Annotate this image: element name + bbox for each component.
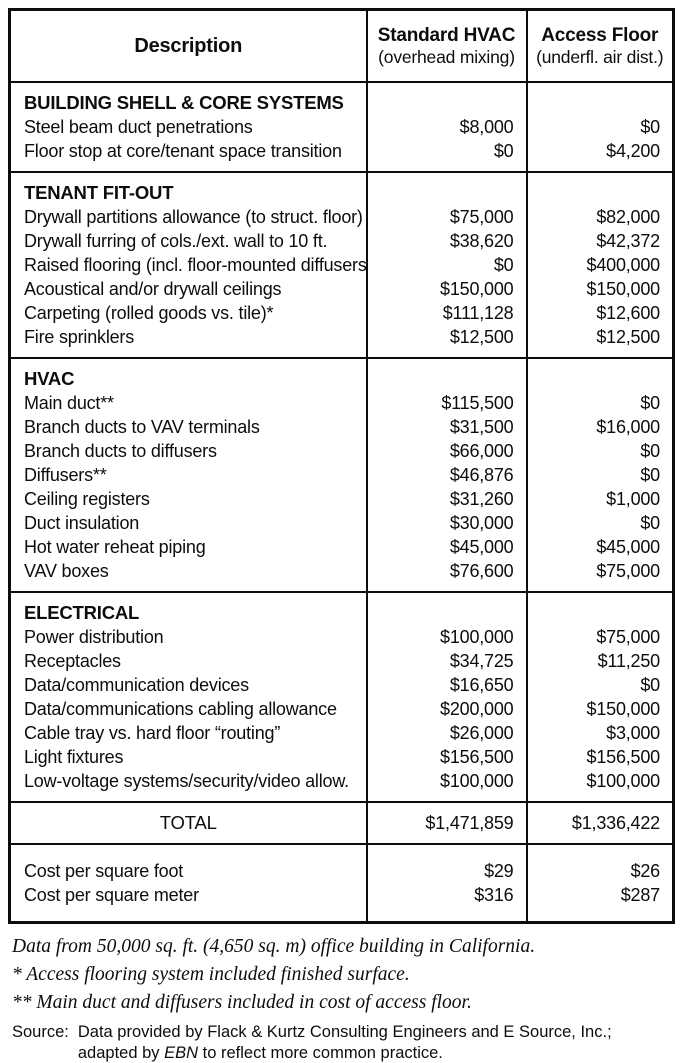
source-label: Source: xyxy=(12,1023,69,1041)
column-header-standard-hvac xyxy=(367,10,527,83)
ebn-publication-name: EBN xyxy=(164,1044,199,1062)
table-row xyxy=(10,559,674,592)
access-floor-value: $42,372 xyxy=(527,229,674,253)
cost-comparison-table xyxy=(8,8,675,924)
section-heading: TENANT FIT-OUT xyxy=(24,182,174,203)
empty-cell xyxy=(527,358,674,391)
access-floor-value: $150,000 xyxy=(527,697,674,721)
row-label: Duct insulation xyxy=(24,513,140,533)
standard-hvac-value: $75,000 xyxy=(367,205,527,229)
table-row xyxy=(10,844,674,883)
access-floor-value: $26 xyxy=(527,844,674,883)
table-row xyxy=(10,487,674,511)
table-row xyxy=(10,721,674,745)
empty-cell xyxy=(367,172,527,205)
row-label: Raised flooring (incl. floor-mounted diffusers xyxy=(24,255,367,275)
section-heading: HVAC xyxy=(24,368,75,389)
row-label: Branch ducts to VAV terminals xyxy=(24,417,260,437)
access-floor-value: $0 xyxy=(527,115,674,139)
column-header-access-floor xyxy=(527,10,674,83)
table-row xyxy=(10,253,674,277)
access-floor-value: $0 xyxy=(527,439,674,463)
section-hvac xyxy=(10,358,674,592)
section-heading-row xyxy=(10,592,674,625)
row-label: Branch ducts to diffusers xyxy=(24,441,217,461)
table-row xyxy=(10,535,674,559)
access-floor-value: $4,200 xyxy=(527,139,674,172)
access-floor-value: $0 xyxy=(527,463,674,487)
access-floor-value: $16,000 xyxy=(527,415,674,439)
row-label: Carpeting (rolled goods vs. tile)* xyxy=(24,303,274,323)
standard-hvac-value: $115,500 xyxy=(367,391,527,415)
table-row xyxy=(10,391,674,415)
total-access-floor-value: $1,336,422 xyxy=(527,802,674,844)
row-label: Ceiling registers xyxy=(24,489,150,509)
access-floor-value: $82,000 xyxy=(527,205,674,229)
standard-hvac-value: $16,650 xyxy=(367,673,527,697)
access-floor-value: $45,000 xyxy=(527,535,674,559)
row-label: VAV boxes xyxy=(24,561,109,581)
empty-cell xyxy=(367,82,527,115)
table-row xyxy=(10,229,674,253)
table-row xyxy=(10,115,674,139)
section-heading: BUILDING SHELL & CORE SYSTEMS xyxy=(24,92,344,113)
access-floor-value: $75,000 xyxy=(527,625,674,649)
standard-hvac-value: $46,876 xyxy=(367,463,527,487)
table-row xyxy=(10,625,674,649)
section-tenant-fit-out xyxy=(10,172,674,358)
standard-hvac-value: $76,600 xyxy=(367,559,527,592)
total-row xyxy=(10,802,674,844)
empty-cell xyxy=(367,592,527,625)
section-heading: ELECTRICAL xyxy=(24,602,140,623)
standard-hvac-value: $150,000 xyxy=(367,277,527,301)
row-label: Low-voltage systems/security/video allow. xyxy=(24,771,349,791)
total-standard-hvac-value: $1,471,859 xyxy=(367,802,527,844)
table-row xyxy=(10,745,674,769)
row-label: Steel beam duct penetrations xyxy=(24,117,253,137)
access-floor-value: $0 xyxy=(527,673,674,697)
standard-hvac-title: Standard HVAC xyxy=(377,25,516,46)
standard-hvac-value: $200,000 xyxy=(367,697,527,721)
table-row xyxy=(10,415,674,439)
row-label: Hot water reheat piping xyxy=(24,537,206,557)
per-unit-cost-band xyxy=(10,844,674,923)
standard-hvac-value: $26,000 xyxy=(367,721,527,745)
empty-cell xyxy=(527,592,674,625)
table-row xyxy=(10,139,674,172)
row-label: Cost per square meter xyxy=(24,885,199,905)
standard-hvac-value: $30,000 xyxy=(367,511,527,535)
row-label: Light fixtures xyxy=(24,747,124,767)
standard-hvac-subtitle: (overhead mixing) xyxy=(378,47,515,67)
empty-cell xyxy=(367,358,527,391)
section-heading-row xyxy=(10,82,674,115)
standard-hvac-value: $38,620 xyxy=(367,229,527,253)
access-floor-value: $1,000 xyxy=(527,487,674,511)
access-floor-value: $12,600 xyxy=(527,301,674,325)
row-label: Acoustical and/or drywall ceilings xyxy=(24,279,282,299)
standard-hvac-value: $100,000 xyxy=(367,625,527,649)
source-note xyxy=(12,1022,670,1063)
section-heading-row xyxy=(10,172,674,205)
standard-hvac-value: $111,128 xyxy=(367,301,527,325)
empty-cell xyxy=(527,82,674,115)
table-row xyxy=(10,463,674,487)
standard-hvac-value: $45,000 xyxy=(367,535,527,559)
standard-hvac-value: $0 xyxy=(367,139,527,172)
row-label: Main duct** xyxy=(24,393,114,413)
table-row xyxy=(10,697,674,721)
standard-hvac-value: $8,000 xyxy=(367,115,527,139)
table-row xyxy=(10,511,674,535)
access-floor-value: $156,500 xyxy=(527,745,674,769)
access-floor-value: $12,500 xyxy=(527,325,674,358)
row-label: Drywall furring of cols./ext. wall to 10 ft. xyxy=(24,231,328,251)
standard-hvac-value: $0 xyxy=(367,253,527,277)
standard-hvac-value: $316 xyxy=(367,883,527,923)
table-row xyxy=(10,673,674,697)
access-floor-value: $150,000 xyxy=(527,277,674,301)
source-text xyxy=(78,1022,612,1063)
standard-hvac-value: $29 xyxy=(367,844,527,883)
table-row xyxy=(10,649,674,673)
standard-hvac-value: $66,000 xyxy=(367,439,527,463)
standard-hvac-value: $100,000 xyxy=(367,769,527,802)
table-row xyxy=(10,883,674,923)
table-row xyxy=(10,439,674,463)
row-label: Fire sprinklers xyxy=(24,327,135,347)
access-floor-value: $100,000 xyxy=(527,769,674,802)
header-row xyxy=(10,10,674,83)
access-floor-value: $3,000 xyxy=(527,721,674,745)
source-line-2: adapted by EBN to reflect more common practice. xyxy=(77,1044,443,1062)
access-floor-value: $11,250 xyxy=(527,649,674,673)
section-electrical xyxy=(10,592,674,802)
standard-hvac-value: $31,260 xyxy=(367,487,527,511)
row-label: Power distribution xyxy=(24,627,164,647)
column-header-description: Description xyxy=(10,10,367,83)
table-header xyxy=(10,10,674,83)
standard-hvac-value: $12,500 xyxy=(367,325,527,358)
row-label: Receptacles xyxy=(24,651,121,671)
section-heading-row xyxy=(10,358,674,391)
access-floor-value: $400,000 xyxy=(527,253,674,277)
access-floor-title: Access Floor xyxy=(541,25,659,46)
standard-hvac-value: $31,500 xyxy=(367,415,527,439)
row-label: Drywall partitions allowance (to struct. floor) xyxy=(24,207,363,227)
footnote-double-asterisk: ** Main duct and diffusers included in cost of access floor. xyxy=(12,992,472,1013)
empty-cell xyxy=(527,172,674,205)
table-row xyxy=(10,769,674,802)
footnote-single-asterisk: * Access flooring system included finished surface. xyxy=(12,964,410,985)
access-floor-subtitle: (underfl. air dist.) xyxy=(536,47,664,67)
row-label: Cost per square foot xyxy=(24,861,184,881)
row-label: Data/communication devices xyxy=(24,675,249,695)
access-floor-value: $0 xyxy=(527,511,674,535)
table-row xyxy=(10,325,674,358)
footnote-data-source: Data from 50,000 sq. ft. (4,650 sq. m) office building in California. xyxy=(12,936,536,957)
row-label: Data/communications cabling allowance xyxy=(24,699,337,719)
table-row xyxy=(10,277,674,301)
section-building-shell-core-systems xyxy=(10,82,674,172)
row-label: Diffusers** xyxy=(24,465,107,485)
access-floor-value: $287 xyxy=(527,883,674,923)
footnotes xyxy=(8,924,672,1063)
total-row-band xyxy=(10,802,674,844)
source-line-1: Data provided by Flack & Kurtz Consulting Engineers and E Source, Inc.; xyxy=(77,1023,612,1041)
row-label: Floor stop at core/tenant space transition xyxy=(24,141,342,161)
table-row xyxy=(10,205,674,229)
table-row xyxy=(10,301,674,325)
standard-hvac-value: $156,500 xyxy=(367,745,527,769)
row-label: Cable tray vs. hard floor “routing” xyxy=(24,723,281,743)
total-label: TOTAL xyxy=(159,812,217,833)
access-floor-value: $0 xyxy=(527,391,674,415)
standard-hvac-value: $34,725 xyxy=(367,649,527,673)
access-floor-value: $75,000 xyxy=(527,559,674,592)
